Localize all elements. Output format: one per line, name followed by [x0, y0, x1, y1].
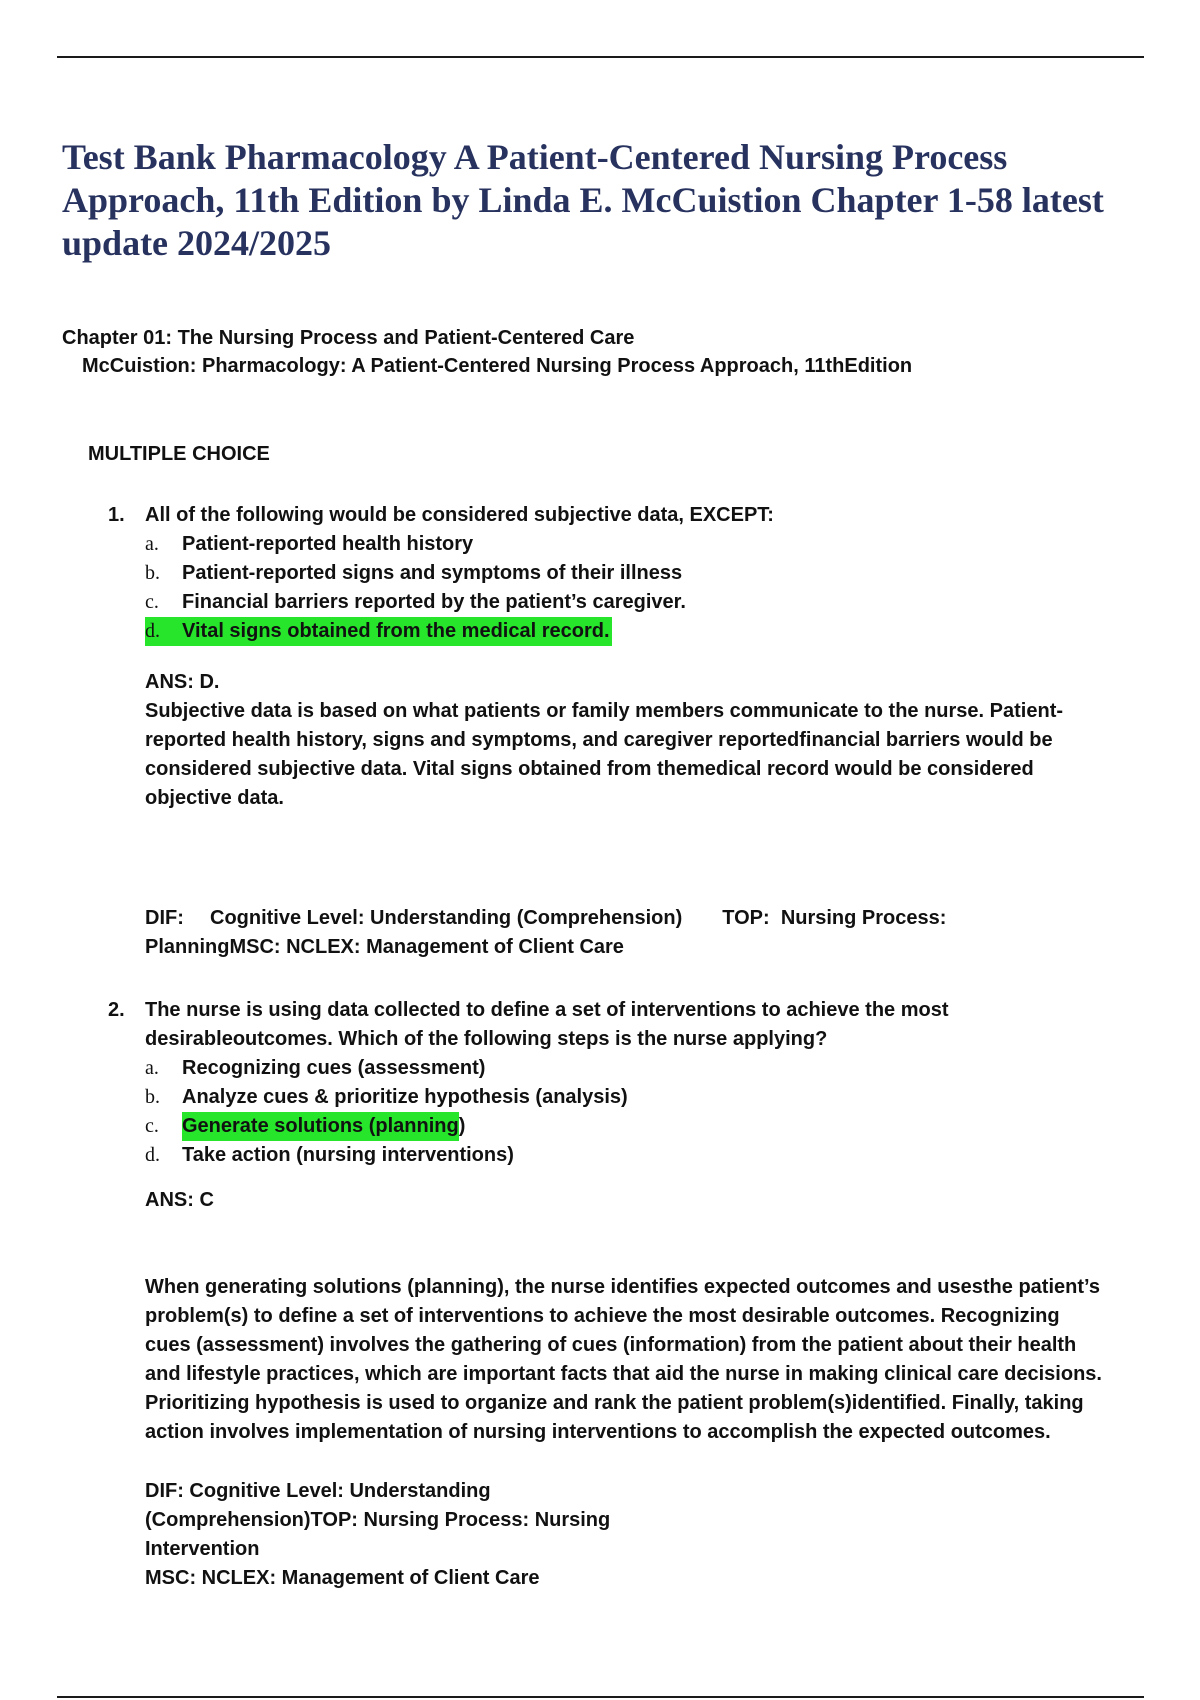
answer-key: ANS: D. [145, 671, 220, 693]
answer-key: ANS: C [145, 1189, 214, 1211]
option-a: a. Recognizing cues (assessment) [145, 1057, 486, 1079]
document-title: Test Bank Pharmacology A Patient-Centered Nursing Process Approach, 11th Edition by Linda E. McCuistion Chapter 1-58 latest update 2024/2025 [62, 137, 1104, 263]
correct-answer-highlight: d. Vital signs obtained from the medical record. [145, 617, 612, 646]
question-metadata: DIF: Cognitive Level: Understanding (Comprehension) TOP: Nursing Process: PlanningMSC: NCLEX: Management of Client Care [145, 907, 947, 958]
option-a: a. Patient-reported health history [145, 533, 474, 555]
question-1 [108, 501, 1108, 962]
option-b: b. Analyze cues & prioritize hypothesis (analysis) [145, 1086, 628, 1108]
option-c-correct: c. Generate solutions (planning ) [145, 1112, 1108, 1141]
question-metadata: DIF: Cognitive Level: Understanding (Comprehension)TOP: Nursing Process: Nursing Intervention MSC: NCLEX: Management of Client Care [145, 1480, 611, 1589]
option-list [145, 530, 1108, 646]
correct-answer-highlight: Generate solutions (planning [182, 1112, 459, 1141]
chapter-heading: Chapter 01: The Nursing Process and Patient-Centered Care [62, 327, 635, 349]
section-heading: MULTIPLE CHOICE [88, 443, 270, 465]
question-2 [108, 996, 1108, 1593]
option-b: b. Patient-reported signs and symptoms of their illness [145, 562, 683, 584]
top-rule [57, 56, 1144, 58]
question-number: 2. [108, 999, 125, 1021]
option-c: c. Financial barriers reported by the patient’s caregiver. [145, 591, 686, 613]
option-d: d. Take action (nursing interventions) [145, 1144, 514, 1166]
chapter-subheading: McCuistion: Pharmacology: A Patient-Centered Nursing Process Approach, 11thEdition [82, 355, 913, 377]
question-text: The nurse is using data collected to define a set of interventions to achieve the most desirableoutcomes. Which of the following steps is the nurse applying? [145, 999, 949, 1050]
chapter-header [62, 324, 912, 380]
rationale-text: When generating solutions (planning), the nurse identifies expected outcomes and usesthe patient’s problem(s) to define a set of interventions to achieve the most desirable outcomes. Recognizing cues (assessment) involves the gathering of cues (information) from the patient about their health and lifestyle practices, which are important facts that aid the nurse in making clinical care decisions. Prioritizing hypothesis is used to organize and rank the patient problem(s)identified. Finally, taking action involves implementation of nursing interventions to accomplish the expected outcomes. [145, 1276, 1102, 1443]
option-list [145, 1054, 1108, 1170]
question-number: 1. [108, 504, 125, 526]
bottom-rule [57, 1696, 1144, 1698]
question-text: All of the following would be considered subjective data, EXCEPT: [145, 504, 774, 526]
rationale-text: Subjective data is based on what patients or family members communicate to the nurse. Patient-reported health history, signs and symptoms, and caregiver reportedfinancial barriers would be considered subjective data. Vital signs obtained from themedical record would be considered objective data. [145, 700, 1064, 809]
option-d-correct [145, 617, 1108, 646]
